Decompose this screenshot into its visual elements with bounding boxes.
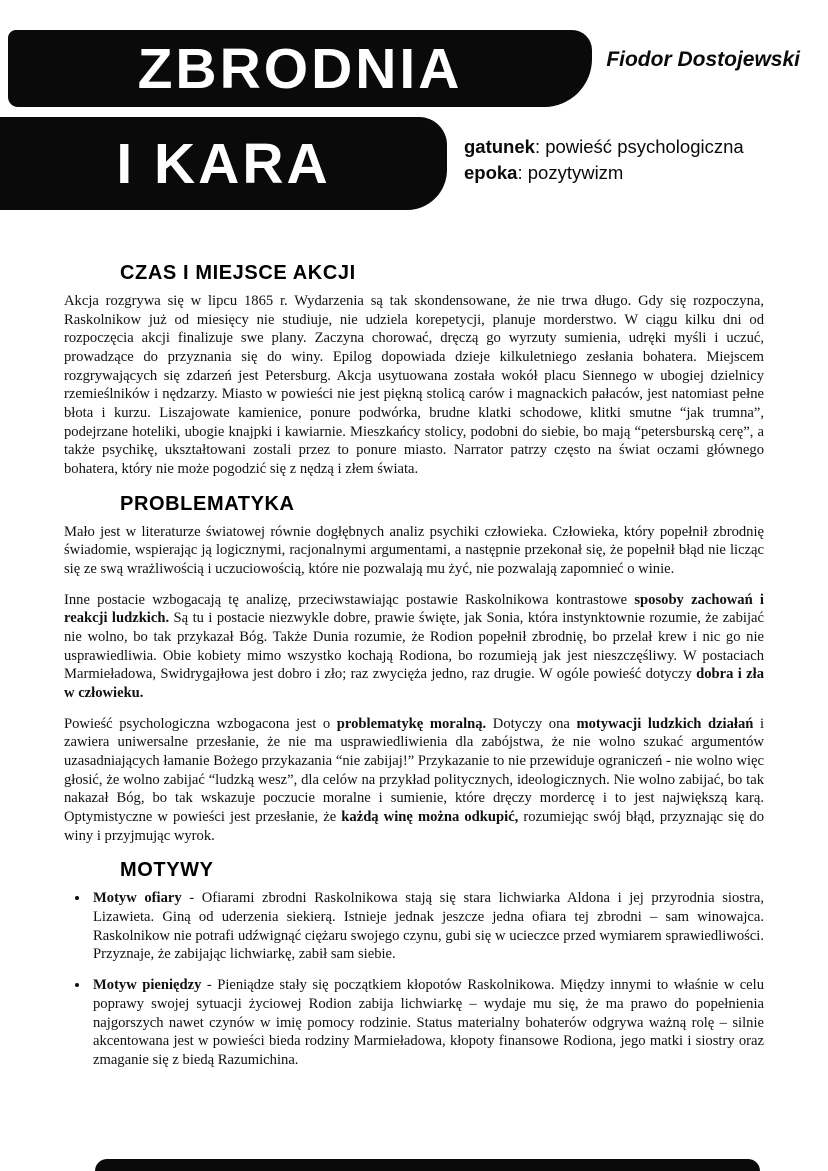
motif-item-victim: • Motyw ofiary - Ofiarami zbrodni Raskolnikowa stają się stara lichwiarka Aldona i jej przyrodnia siostra, Lizawieta. Giną od uderzenia siekierą. Istnieje jednak jeszcze jedna ofiara tej zbrodni – sam winowajca. Raskolnikow nie potrafi udźwignąć ciężaru swojego czynu, gubi się w ucieczce przed wymiarem sprawiedliwości. Przyznaje, że zabijając lichwiarkę, zabił sam siebie. [90,889,764,964]
title-banner-bottom [0,117,447,210]
page-content [64,262,764,1084]
problems-paragraph-2: Inne postacie wzbogacają tę analizę, przeciwstawiając postawie Raskolnikowa kontrastowe sposoby zachowań i reakcji ludzkich. Są tu i postacie niezwykle dobre, prawie święte, jak Sonia, która instynktownie rozumie, że zabijać nie wolno, bo tak przykazał Bóg. Także Dunia rozumie, że Rodion popełnił zbrodnię, bo przelał krew i nic go nie usprawiedliwia. Obie kobiety mimo wszystko kochają Rodiona, bo rozumieją jak jest nieszczęśliwy. W postaciach Marmieładowa, Swidrygajłowa jest dobro i zło; raz zwycięża jedno, raz drugie. W ogóle powieść dotyczy dobra i zła w człowieku. [64,591,764,702]
problems-paragraph-3: Powieść psychologiczna wzbogacona jest o problematykę moralną. Dotyczy ona motywacji ludzkich działań i zawiera uniwersalne przesłanie, że nie ma usprawiedliwienia dla zabójstwa, że nie wolno szukać argumentów uzasadniających łamanie Bożego przykazania “nie zabijaj!” Przykazanie to nie przewiduje ograniczeń - nie wolno więc głosić, że wolno zabijać “ludzką wesz”, dla celów na przykład politycznych, ideologicznych. Nie wolno zabijać, bo tak nakazał Bóg, bo tak wskazuje poczucie moralne i sumienie, które dręczy mordercę i to jest największą karą. Optymistyczne w powieści jest przesłanie, że każdą winę można odkupić, rozumiejąc swój błąd, przyznając się do winy i przyjmując wyrok. [64,715,765,844]
book-meta [464,134,744,186]
section-motifs [64,859,764,1069]
title-banner-top [8,30,592,107]
section-heading-motifs: MOTYWY [120,859,214,882]
meta-epoch-row [464,160,744,186]
bottom-banner-edge [95,1159,760,1171]
motif-item-money: • Motyw pieniędzy - Pieniądze stały się początkiem kłopotów Raskolnikowa. Między innymi to właśnie w celu poprawy swojej sytuacji życiowej Rodion zabija lichwiarkę – wydaje mu się, że ma prawo do popełnienia najgorszych nawet czynów w imię pomocy rodzinie. Status materialny bohaterów odgrywa ważną rolę – silnie akcentowana jest w powieści bieda rodziny Marmieładowa, kłopoty finansowe Rodiona, jego matki i siostry oraz zmaganie się z biedą Razumichina. [90,976,764,1069]
motif-list [74,889,764,1069]
meta-genre-row [464,134,744,160]
meta-epoch-value: : pozytywizm [517,161,624,183]
meta-genre-label: gatunek [464,136,535,157]
meta-genre-value: : powieść psychologiczna [534,136,744,157]
problems-paragraph-1: Mało jest w literaturze światowej równie dogłębnych analiz psychiki człowieka. Człowieka, który popełnił zbrodnię świadomie, wspierając ją logicznymi, racjonalnymi argumentami, a następnie przekonał się, że popełnił błąd nie licząc się ze swą wrażliwością i uczuciowością, które nie pozwalają mu żyć, nie pozwalają zapomnieć o winie. [64,523,764,578]
page-title-line1: ZBRODNIA [137,36,463,101]
author-name: Fiodor Dostojewski [606,48,800,71]
section-problems [64,493,764,846]
section-heading-problems: PROBLEMATYKA [120,492,295,515]
time-and-place-paragraph: Akcja rozgrywa się w lipcu 1865 r. Wydarzenia są tak skondensowane, że nie trwa długo. Gdy się rozpoczyna, Raskolnikow już od miesięcy nie studiuje, nie udziela korepetycji, planuje morderstwo. W ciągu kilku dni od rozpoczęcia akcji finalizuje swe plany. Zaczyna chorować, dręczą go wyrzuty sumienia, udręki myśli i uczuć, prowadzące do przyznania się do winy. Epilog dopowiada dzieje kilkuletniego zesłania bohatera. Miejscem rozgrywających się zdarzeń jest Petersburg. Akcja usytuowana została wokół placu Siennego w ubogiej dzielnicy rzemieślników i nędzarzy. Miasto w powieści nie jest piękną stolicą carów i magnackich pałaców, jest natomiast pełne błota i kurzu. Liszajowate kamienice, ponure podwórka, brudne klatki schodowe, klitki smutne “jak trumna”, podejrzane hoteliki, ubogie knajpki i kawiarnie. Mieszkańcy stolicy, podobni do siebie, bo mają “petersburską cerę”, a także psychikę, ukształtowani zostali przez to ponure miasto. Narrator patrzy często na świat oczami głównego bohatera, który nie może pogodzić się z nędzą i złem świata. [64,293,764,478]
section-heading-time-and-place: CZAS I MIEJSCE AKCJI [120,262,356,284]
page-title-line2: I KARA [116,131,331,196]
section-time-and-place [64,262,764,479]
meta-epoch-label: epoka [464,161,518,183]
